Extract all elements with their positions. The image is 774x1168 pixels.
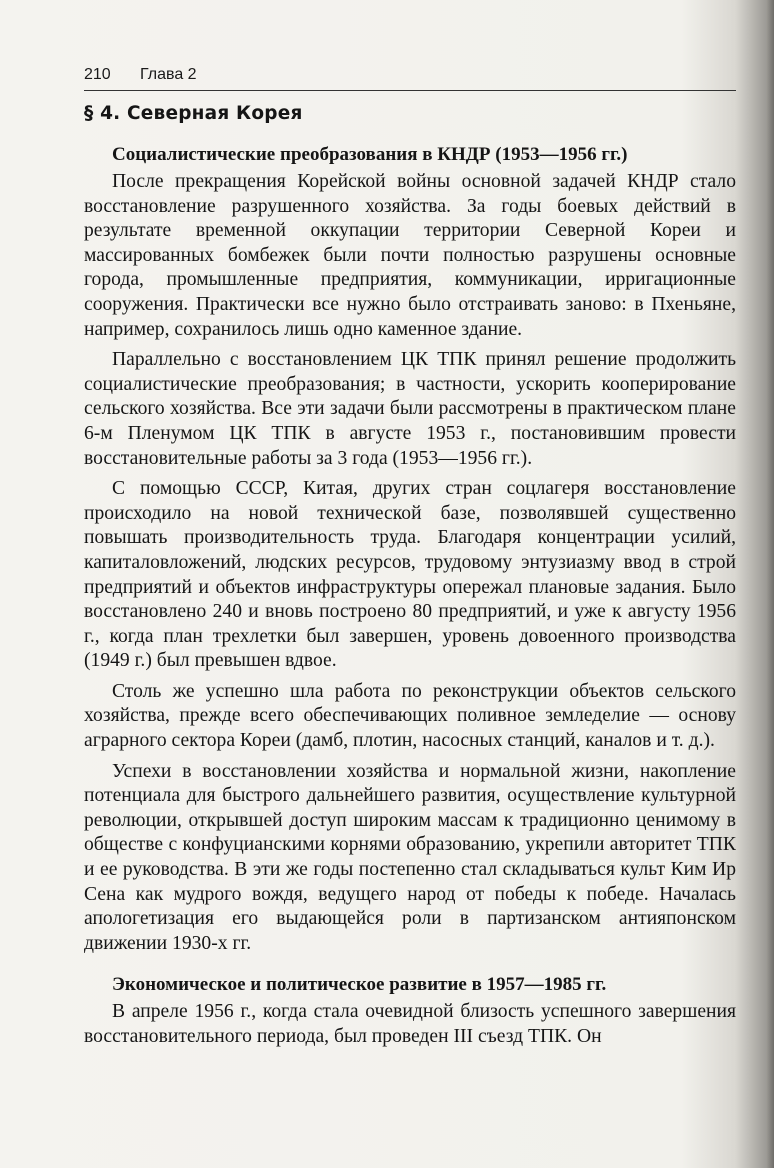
paragraph: Параллельно с восстановлением ЦК ТПК принял решение продолжить социалистические преобразования; в частности, ускорить кооперирование сельского хозяйства. Все эти задачи были рассмотрены в практическом плане 6-м Пленумом ЦК ТПК в августе 1953 г., постановившим провести восстановительные работы за 3 года (1953—1956 гг.). [84, 349, 736, 469]
page-content [84, 100, 736, 1056]
page-header [84, 66, 736, 91]
subsection-title: Социалистические преобразования в КНДР (1953—1956 гг.) [112, 144, 628, 165]
paragraph: В апреле 1956 г., когда стала очевидной близость успешного завершения восстановительного периода, был проведен III съезд ТПК. Он [84, 1001, 736, 1047]
paragraph: После прекращения Корейской войны основной задачей КНДР стало восстановление разрушенного хозяйства. За годы боевых действий в результате временной оккупации территории Северной Кореи и массированных бомбежек были почти полностью разрушены основные города, промышленные предприятия, коммуникации, ирригационные сооружения. Практически все нужно было отстраивать заново: в Пхеньяне, например, сохранилось лишь одно каменное здание. [84, 171, 736, 340]
paragraph: Успехи в восстановлении хозяйства и нормальной жизни, накопление потенциала для быстрого дальнейшего развития, осуществление культурной революции, открывшей доступ широким массам к традиционно ценимому в обществе с конфуцианскими корнями образованию, укрепили авторитет ТПК и ее руководства. В эти же годы постепенно стал складываться культ Ким Ир Сена как мудрого вождя, ведущего народ от победы к победе. Началась апологетизация его выдающейся роли в партизанском антияпонском движении 1930-х гг. [84, 760, 736, 954]
paragraph: С помощью СССР, Китая, других стран соцлагеря восстановление происходило на новой технической базе, позволявшей существенно повышать производительность труда. Благодаря концентрации усилий, капиталовложений, людских ресурсов, трудовому энтузиазму ввод в строй предприятий и объектов инфраструктуры опережал плановые задания. Было восстановлено 240 и вновь построено 80 предприятий, и уже к августу 1956 г., когда план трехлетки был завершен, уровень довоенного производства (1949 г.) был превышен вдвое. [84, 478, 736, 672]
page-number: 210 [84, 66, 111, 83]
chapter-title: Глава 2 [140, 66, 197, 83]
section-title: § 4. Северная Корея [84, 103, 303, 124]
subsection-title: Экономическое и политическое развитие в 1957—1985 гг. [112, 974, 607, 996]
paragraph: Столь же успешно шла работа по реконструкции объектов сельского хозяйства, прежде всего обеспечивающих поливное земледелие — основу аграрного сектора Кореи (дамб, плотин, насосных станций, каналов и т. д.). [84, 680, 736, 752]
